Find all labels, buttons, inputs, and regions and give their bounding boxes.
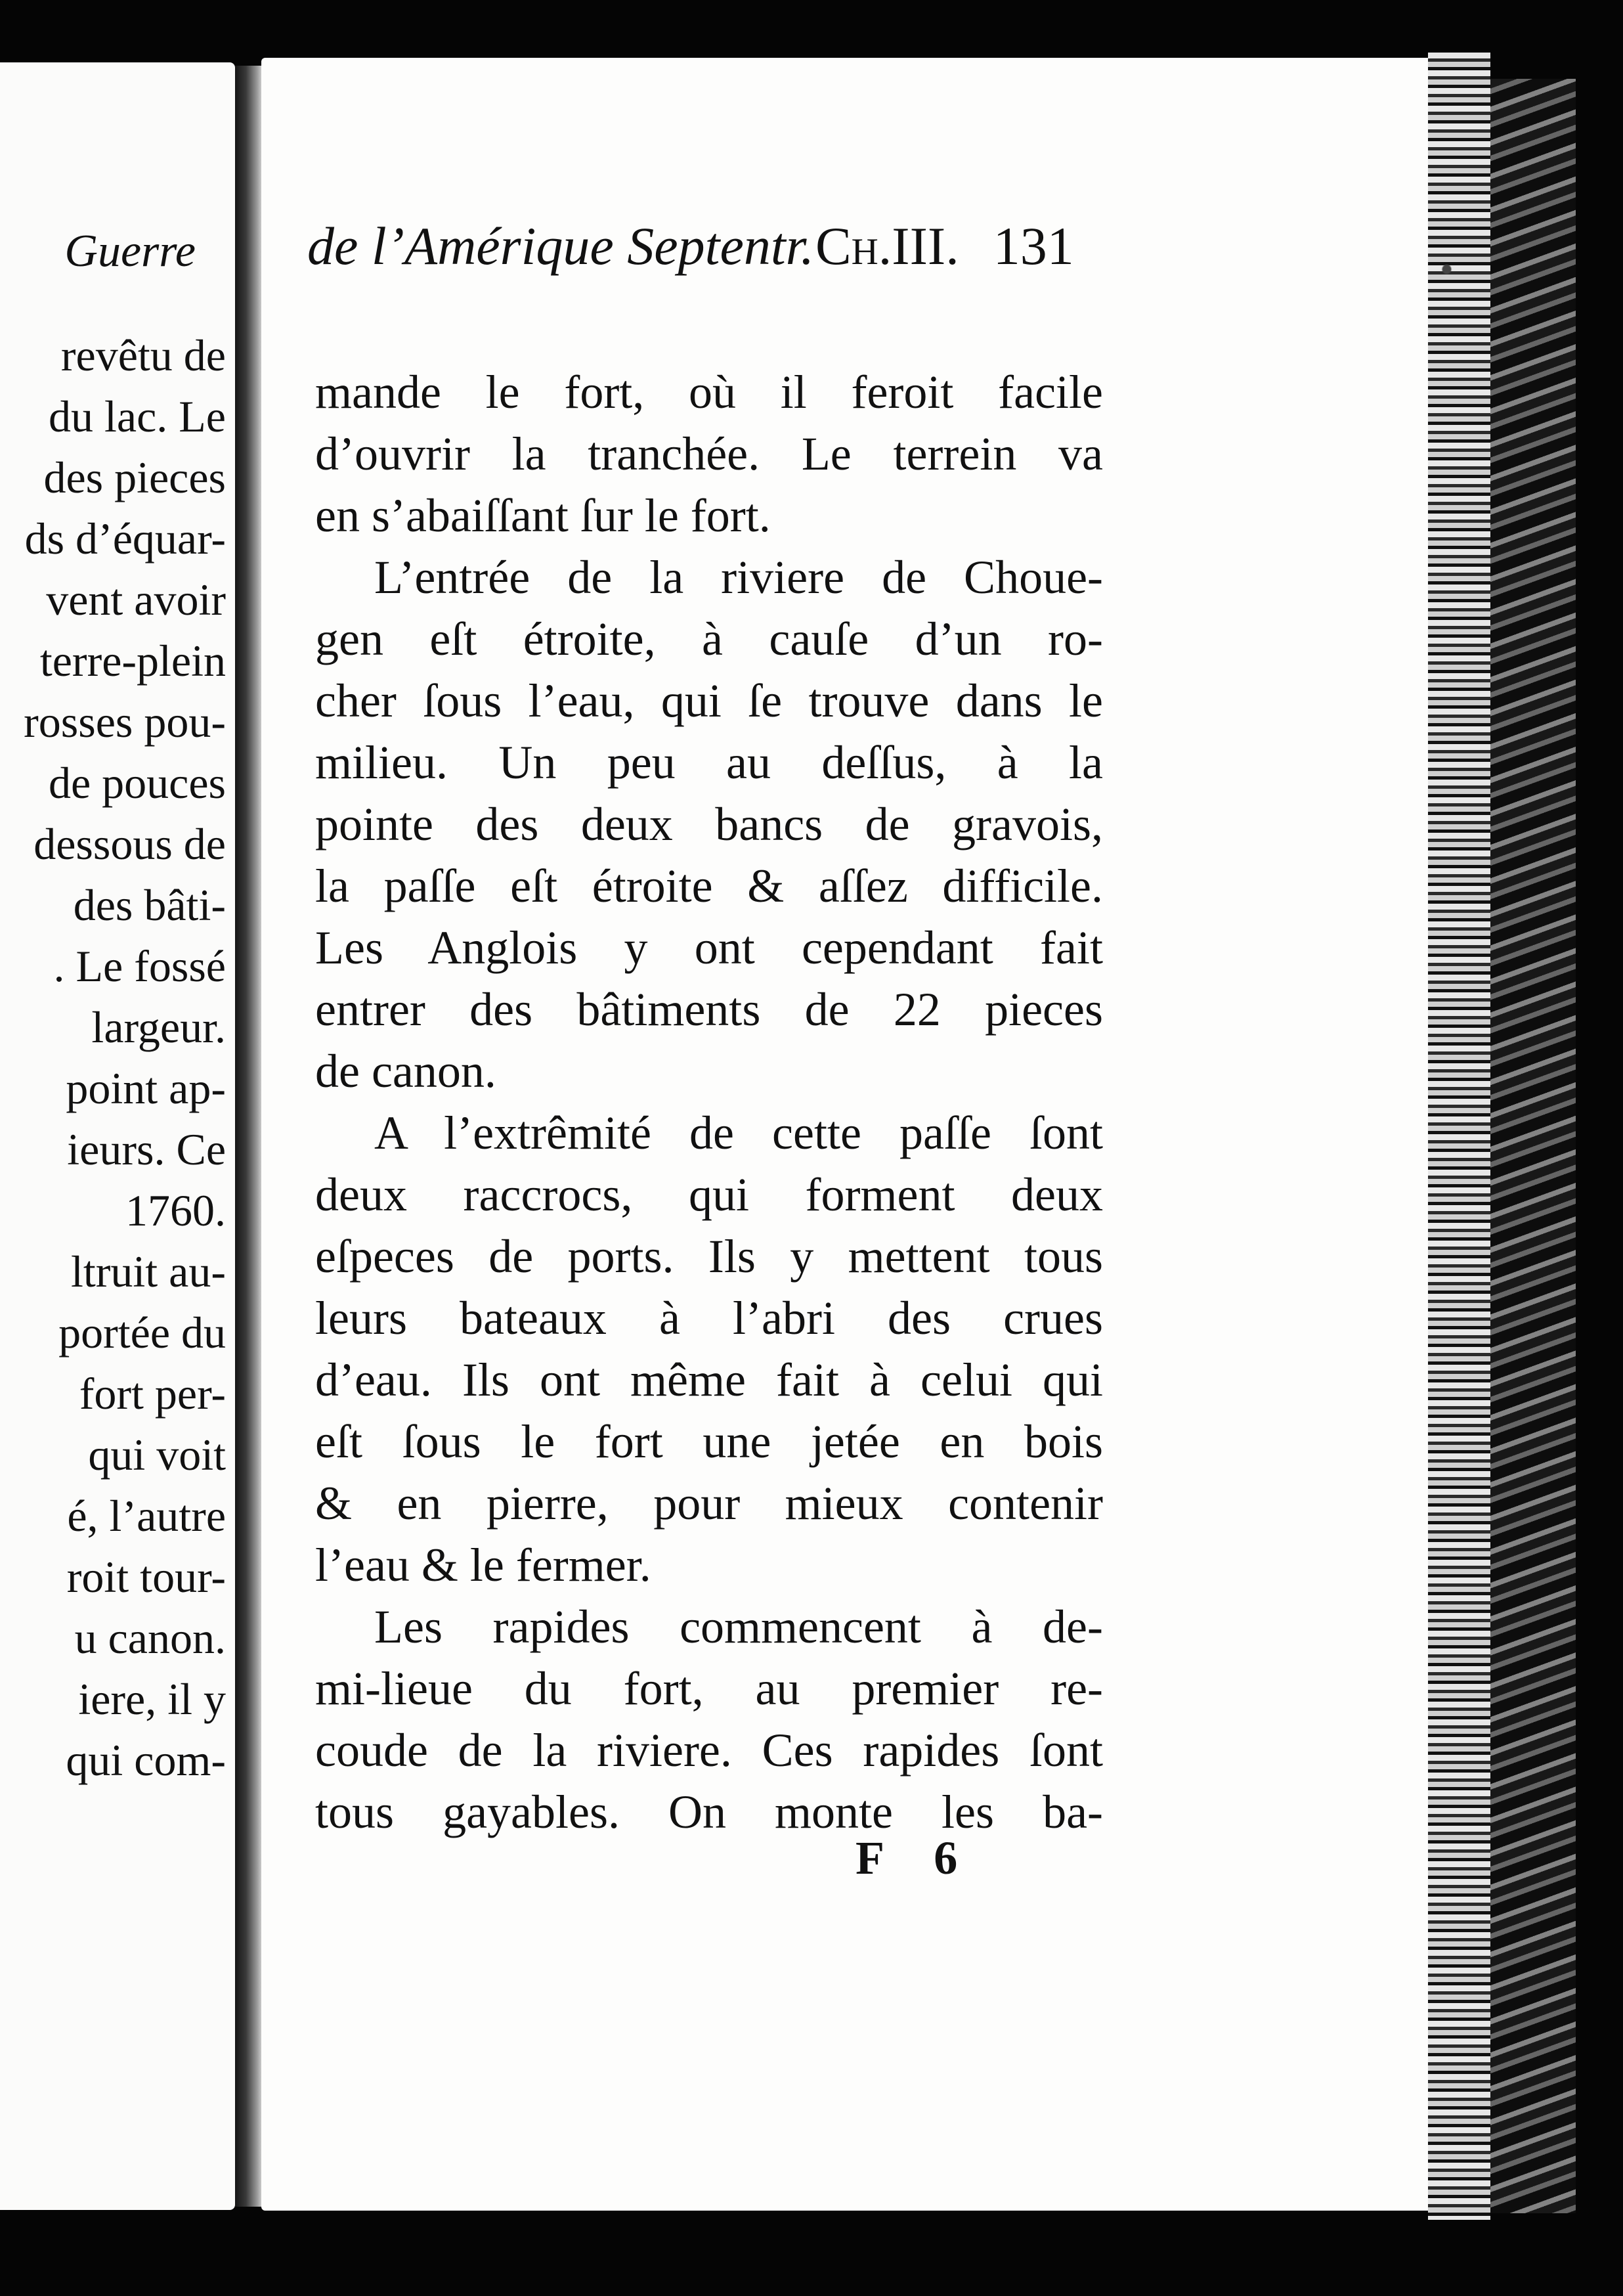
left-text-line: du lac. Le (49, 391, 226, 441)
text-line: mande le fort, où il feroit facile (315, 366, 1103, 418)
left-text-line: qui voit (88, 1430, 226, 1480)
left-text-line: 1760. (125, 1185, 226, 1235)
left-text-line: vent avoir (46, 575, 226, 625)
left-text-line: qui com- (66, 1735, 226, 1785)
left-text-line: des bâti- (73, 880, 226, 930)
left-text-line: é, l’autre (67, 1491, 226, 1541)
left-text-line: des pieces (43, 453, 226, 502)
text-line: d’ouvrir la tranchée. Le terrein va (315, 428, 1103, 480)
running-head (307, 215, 1074, 277)
text-line: milieu. Un peu au deſſus, à la (315, 736, 1103, 789)
text-line: mi-lieue du fort, au premier re- (315, 1662, 1103, 1715)
left-text-line: u canon. (74, 1613, 226, 1663)
text-line: pointe des deux bancs de gravois, (315, 798, 1103, 850)
left-text-line: . Le fossé (53, 941, 226, 991)
text-line: gen eſt étroite, à cauſe d’un ro- (315, 613, 1103, 665)
left-text-line: dessous de (33, 819, 226, 869)
body-text (315, 361, 1103, 1843)
left-text-line: fort per- (79, 1369, 226, 1419)
text-line: de canon. (315, 1045, 496, 1097)
page-fore-edge (1428, 53, 1490, 2220)
signature-mark: F 6 (855, 1832, 978, 1884)
left-text-line: de pouces (48, 758, 226, 808)
text-line: Les Anglois y ont cependant fait (315, 921, 1103, 974)
text-line: deux raccrocs, qui forment deux (315, 1168, 1103, 1221)
text-line: Les rapides commencent à de- (374, 1601, 1103, 1653)
text-line: entrer des bâtiments de 22 pieces (315, 983, 1103, 1036)
left-text-line: point ap- (66, 1063, 226, 1113)
text-line: d’eau. Ils ont même fait à celui qui (315, 1354, 1103, 1406)
left-text-line: rosses pou- (24, 697, 226, 747)
left-text-line: roit tour- (66, 1552, 226, 1602)
left-text-line: ieurs. Ce (67, 1124, 226, 1174)
text-line: & en pierre, pour mieux contenir (315, 1477, 1103, 1530)
left-page (0, 62, 235, 2210)
text-line: leurs bateaux à l’abri des crues (315, 1292, 1103, 1344)
running-head-title: de l’Amérique Septentr. (307, 216, 814, 276)
left-text-line: largeur. (91, 1002, 226, 1052)
running-head-chapter: Ch.III. (815, 216, 959, 276)
left-text-line: portée du (58, 1308, 226, 1358)
left-text-line: terre-plein (39, 636, 226, 686)
text-line: tous gayables. On monte les ba- (315, 1786, 1103, 1838)
book-gutter (235, 66, 263, 2207)
text-line: la paſſe eſt étroite & aſſez difficile. (315, 860, 1103, 912)
marbled-edge (1490, 79, 1576, 2213)
page-number: 131 (993, 216, 1074, 276)
text-line: A l’extrêmité de cette paſſe ſont (374, 1107, 1103, 1159)
text-line: l’eau & le fermer. (315, 1539, 651, 1591)
text-line: eſpeces de ports. Ils y mettent tous (315, 1230, 1103, 1283)
text-line: cher ſous l’eau, qui ſe trouve dans le (315, 674, 1103, 727)
left-text-line: revêtu de (60, 330, 226, 380)
left-text-line: ltruit au- (70, 1247, 226, 1296)
text-line: coude de la riviere. Ces rapides ſont (315, 1724, 1103, 1777)
text-line: en s’abaiſſant ſur le fort. (315, 489, 771, 542)
left-text-line: ds d’équar- (24, 514, 226, 563)
text-line: eſt ſous le fort une jetée en bois (315, 1415, 1103, 1468)
left-text-line: iere, il y (78, 1674, 226, 1724)
text-line: L’entrée de la riviere de Choue- (374, 551, 1103, 604)
left-page-text (0, 325, 226, 1791)
right-page (261, 58, 1431, 2211)
left-running-head: Guerre (64, 226, 196, 276)
